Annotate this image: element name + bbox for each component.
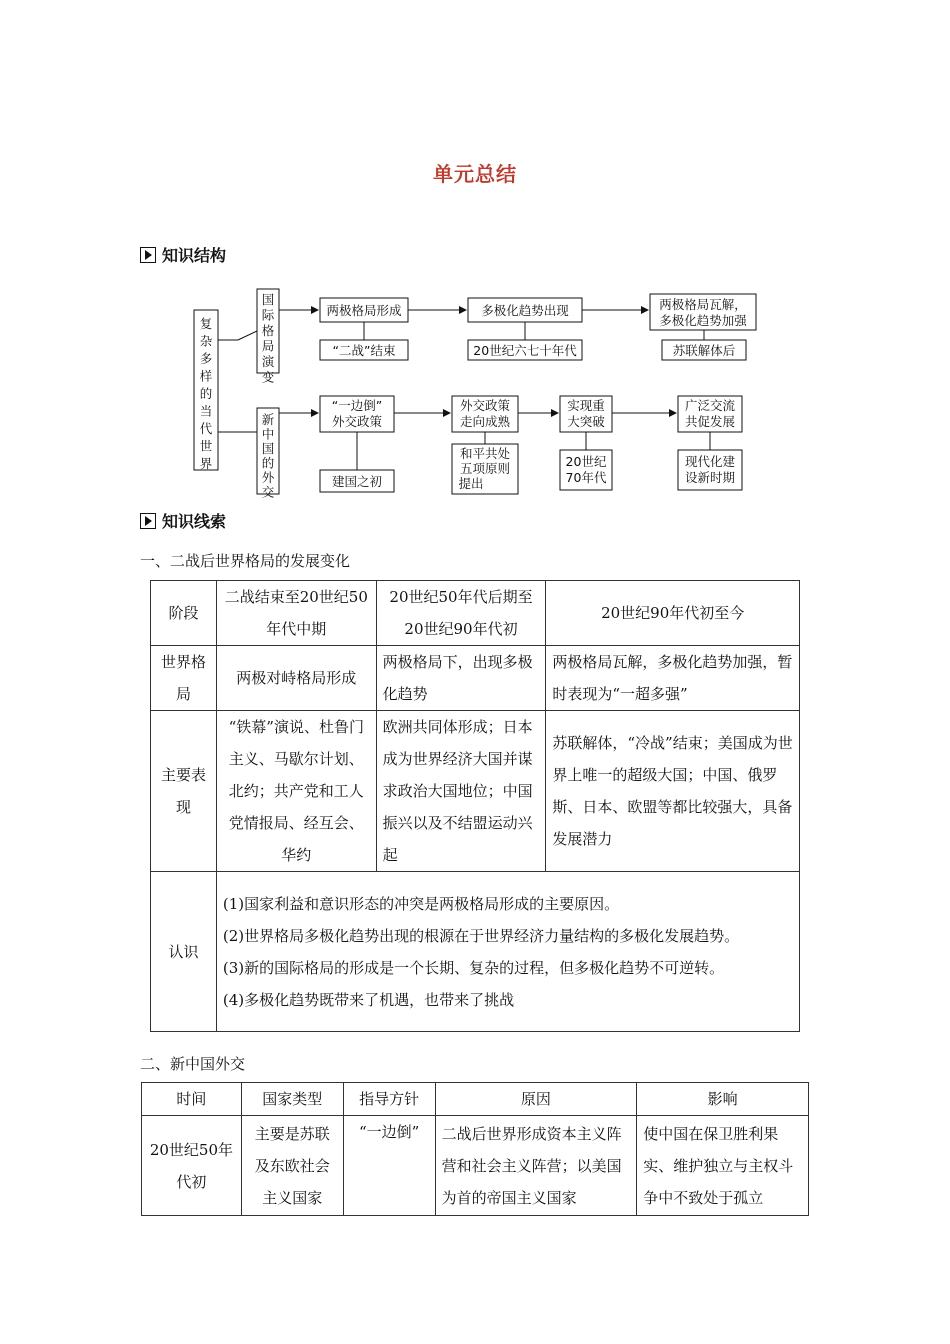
vertical-char: 国 bbox=[261, 441, 275, 456]
header-time: 时间 bbox=[142, 1083, 242, 1116]
row-header-stage: 阶段 bbox=[151, 581, 217, 646]
stage-cell-3: 20世纪90年代初至今 bbox=[546, 581, 800, 646]
branch2-label bbox=[262, 412, 275, 500]
vertical-char: 复 bbox=[199, 316, 213, 331]
b2-stage4-label-1: 广泛交流 bbox=[684, 398, 736, 413]
performance-cell-3: 苏联解体，“冷战”结束；美国成为世界上唯一的超级大国；中国、俄罗斯、日本、欧盟等都比较强大，具备发展潜力 bbox=[546, 711, 800, 872]
b2-stage3-time-2: 70年代 bbox=[565, 470, 607, 485]
row-header-pattern: 世界格局 bbox=[151, 646, 217, 711]
vertical-char: 局 bbox=[261, 338, 275, 354]
note-item: (1)国家利益和意识形态的冲突是两极格局形成的主要原因。 bbox=[222, 894, 620, 913]
vertical-char: 变 bbox=[261, 369, 275, 385]
vertical-char: 代 bbox=[199, 421, 213, 436]
b2-stage1-time: 建国之初 bbox=[331, 474, 383, 489]
vertical-char: 演 bbox=[261, 354, 275, 369]
vertical-char: 中 bbox=[261, 426, 275, 442]
b2-stage3-time-1: 20世纪 bbox=[565, 454, 607, 469]
b1-stage2-label: 多极化趋势出现 bbox=[481, 303, 569, 318]
stage-cell-1: 二战结束至20世纪50年代中期 bbox=[216, 581, 376, 646]
b1-stage1-label: 两极格局形成 bbox=[326, 303, 402, 318]
header-reason: 原因 bbox=[435, 1083, 637, 1116]
b2-stage4-time-1: 现代化建 bbox=[684, 454, 736, 469]
b1-stage3-label-2: 多极化趋势加强 bbox=[659, 313, 747, 328]
b2-stage4-time-2: 设新时期 bbox=[684, 470, 736, 485]
root-label bbox=[200, 316, 213, 471]
b1-stage3-label-1: 两极格局瓦解， bbox=[659, 297, 747, 312]
b1-stage3-time: 苏联解体后 bbox=[672, 343, 736, 358]
vertical-char: 界 bbox=[199, 456, 213, 471]
vertical-char: 际 bbox=[261, 307, 275, 323]
branch1-label bbox=[262, 292, 276, 385]
b2-stage4-label-2: 共促发展 bbox=[684, 414, 736, 429]
note-item: (2)世界格局多极化趋势出现的根源在于世界经济力量结构的多极化发展趋势。 bbox=[222, 926, 740, 945]
header-impact: 影响 bbox=[637, 1083, 809, 1116]
note-item: (3)新的国际格局的形成是一个长期、复杂的过程，但多极化趋势不可逆转。 bbox=[222, 958, 725, 977]
header-guideline: 指导方针 bbox=[343, 1083, 435, 1116]
vertical-char: 国 bbox=[261, 292, 275, 307]
vertical-char: 多 bbox=[199, 351, 213, 366]
table-cell: 20世纪50年代初 bbox=[142, 1116, 242, 1216]
page-title: 单元总结 bbox=[433, 162, 517, 186]
b2-stage2-label-1: 外交政策 bbox=[459, 398, 511, 413]
knowledge-structure-diagram bbox=[0, 0, 950, 510]
b2-stage2-note-3: 提出 bbox=[458, 476, 484, 491]
performance-cell-2: 欧洲共同体形成；日本成为世界经济大国并谋求政治大国地位；中国振兴以及不结盟运动兴起 bbox=[376, 711, 546, 872]
world-pattern-table bbox=[150, 580, 800, 1032]
vertical-char: 的 bbox=[261, 455, 275, 471]
part1-heading: 一、二战后世界格局的发展变化 bbox=[140, 552, 351, 570]
note-item: (4)多极化趋势既带来了机遇，也带来了挑战 bbox=[222, 990, 515, 1009]
b2-stage1-label-1: “一边倒” bbox=[331, 398, 383, 413]
section-heading-clues bbox=[140, 509, 226, 532]
understanding-notes bbox=[216, 872, 799, 1032]
vertical-char: 外 bbox=[261, 470, 275, 485]
performance-cell-1: “铁幕”演说、杜鲁门主义、马歇尔计划、北约；共产党和工人党情报局、经互会、华约 bbox=[216, 711, 376, 872]
header-country-type: 国家类型 bbox=[241, 1083, 343, 1116]
vertical-char: 交 bbox=[261, 484, 275, 500]
vertical-char: 世 bbox=[199, 438, 213, 454]
b2-stage2-note-2: 五项原则 bbox=[459, 461, 511, 476]
table-cell: 使中国在保卫胜利果实、维护独立与主权斗争中不致处于孤立 bbox=[637, 1116, 809, 1216]
table-cell: 二战后世界形成资本主义阵营和社会主义阵营；以美国为首的帝国主义国家 bbox=[435, 1116, 637, 1216]
b2-stage3-label-1: 实现重 bbox=[567, 398, 605, 413]
b2-stage2-note-1: 和平共处 bbox=[459, 446, 511, 461]
b2-stage1-label-2: 外交政策 bbox=[331, 414, 383, 429]
stage-cell-2: 20世纪50年代后期至20世纪90年代初 bbox=[376, 581, 546, 646]
section-heading-label: 知识结构 bbox=[162, 246, 227, 265]
row-header-performance: 主要表现 bbox=[151, 711, 217, 872]
play-triangle-icon bbox=[140, 513, 156, 529]
vertical-char: 的 bbox=[199, 386, 213, 401]
part2-heading: 二、新中国外交 bbox=[140, 1055, 246, 1073]
pattern-cell-1: 两极对峙格局形成 bbox=[216, 646, 376, 711]
row-header-understanding: 认识 bbox=[151, 872, 217, 1032]
section-heading-label: 知识线索 bbox=[162, 512, 227, 531]
vertical-char: 杂 bbox=[199, 333, 213, 349]
vertical-char: 新 bbox=[261, 412, 275, 427]
table-cell: 主要是苏联及东欧社会主义国家 bbox=[241, 1116, 343, 1216]
diplomacy-table bbox=[141, 1082, 809, 1216]
b1-stage1-time: “二战”结束 bbox=[332, 343, 396, 358]
vertical-char: 格 bbox=[261, 323, 275, 338]
b2-stage2-label-2: 走向成熟 bbox=[459, 414, 511, 429]
pattern-cell-3: 两极格局瓦解，多极化趋势加强，暂时表现为“一超多强” bbox=[546, 646, 800, 711]
pattern-cell-2: 两极格局下，出现多极化趋势 bbox=[376, 646, 546, 711]
b1-stage2-time: 20世纪六七十年代 bbox=[473, 343, 577, 358]
vertical-char: 当 bbox=[199, 403, 213, 419]
table-cell: “一边倒” bbox=[343, 1116, 435, 1216]
vertical-char: 样 bbox=[199, 368, 213, 384]
b2-stage3-label-2: 大突破 bbox=[567, 414, 605, 429]
